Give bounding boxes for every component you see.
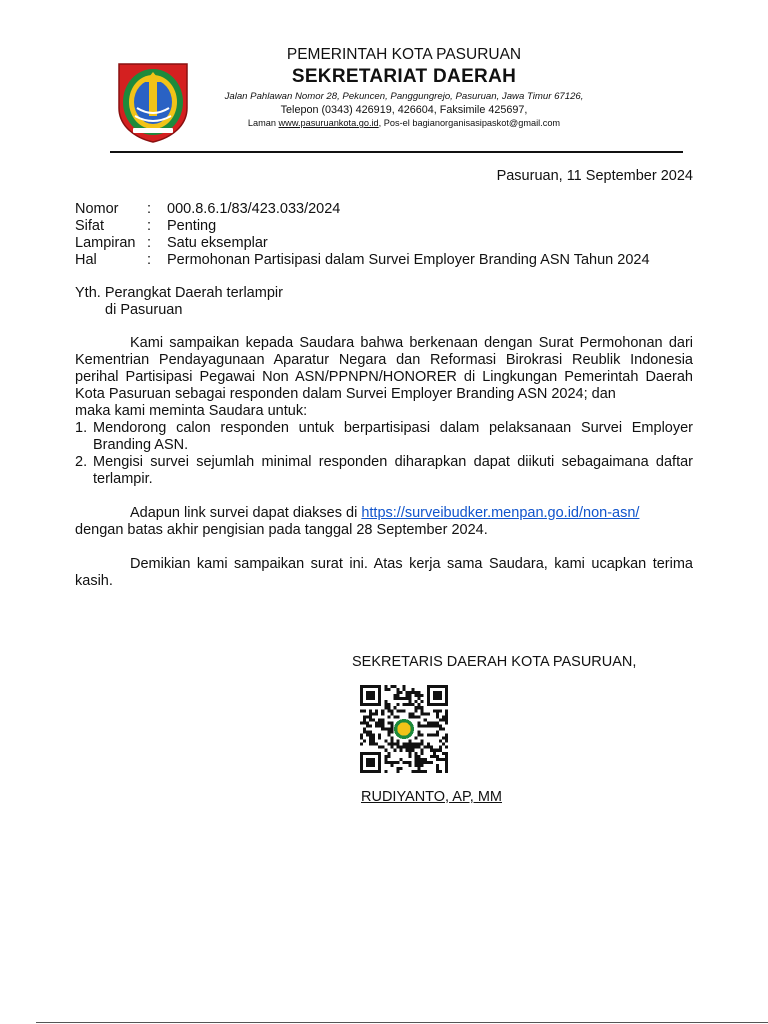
meta-label: Sifat: [75, 218, 105, 234]
web-prefix: Laman: [247, 118, 279, 128]
survey-intro: Adapun link survei dapat diakses di: [130, 505, 362, 521]
list-number: 1.: [75, 420, 88, 436]
body-paragraph-2b: dengan batas akhir pengisian pada tanggal 28 September 2024.: [75, 522, 488, 538]
meta-value: 000.8.6.1/83/423.033/2024: [167, 201, 341, 217]
letterhead-web: [200, 118, 608, 128]
meta-colon: :: [147, 201, 152, 217]
body-paragraph-2: [75, 505, 693, 522]
page-bottom-line: [36, 1022, 768, 1023]
meta-value: Penting: [167, 218, 217, 234]
city-emblem-logo: [115, 60, 191, 144]
recipient-location: di Pasuruan: [105, 302, 183, 318]
list-item: [75, 420, 693, 454]
meta-row-nomor: [75, 201, 650, 218]
body-paragraph-3: Demikian kami sampaikan surat ini. Atas kerja sama Saudara, kami ucapkan terima kasih.: [75, 556, 693, 589]
request-list: [75, 420, 693, 488]
letter-metadata: [75, 201, 650, 269]
letter-body: [75, 335, 693, 590]
list-number: 2.: [75, 454, 88, 470]
letterhead-divider: [110, 151, 683, 153]
letterhead-office: SEKRETARIAT DAERAH: [291, 66, 517, 87]
meta-label: Nomor: [75, 201, 119, 217]
letterhead-phone: Telepon (0343) 426919, 426604, Faksimile 425697,: [280, 104, 528, 116]
meta-row-lampiran: [75, 235, 650, 252]
survey-link[interactable]: https://surveibudker.menpan.go.id/non-asn/: [361, 505, 640, 521]
meta-value: Permohonan Partisipasi dalam Survei Employer Branding ASN Tahun 2024: [167, 252, 650, 268]
email-text: , Pos-el bagianorganisasipaskot@gmail.com: [378, 118, 561, 128]
meta-label: Hal: [75, 252, 97, 268]
meta-colon: :: [147, 252, 152, 268]
body-paragraph-1: Kami sampaikan kepada Saudara bahwa berkenaan dengan Surat Permohonan dari Kementrian Pendayagunaan Aparatur Negara dan Reformasi Birokrasi Reublik Indonesia perihal Partisipasi Pegawai Non ASN/PPNPN/HONORER di Lingkungan Pemerintah Daerah Kota Pasuruan sebagai responden dalam Survei Employer Branding ASN 2024; dan: [75, 335, 693, 402]
website-link[interactable]: www.pasuruankota.go.id: [278, 118, 379, 128]
list-item: [75, 454, 693, 488]
meta-colon: :: [147, 235, 152, 251]
signatory-name: RUDIYANTO, AP, MM: [361, 789, 502, 805]
recipient-block: [75, 285, 283, 319]
body-paragraph-1b: maka kami meminta Saudara untuk:: [75, 403, 308, 419]
letter-date: Pasuruan, 11 September 2024: [496, 168, 693, 184]
meta-row-sifat: [75, 218, 650, 235]
meta-colon: :: [147, 218, 152, 234]
signatory-title: SEKRETARIS DAERAH KOTA PASURUAN,: [352, 654, 637, 670]
list-text: Mendorong calon responden untuk berpartisipasi dalam pelaksanaan Survei Employer Branding ASN.: [93, 420, 693, 453]
meta-label: Lampiran: [75, 235, 136, 251]
letterhead-address: Jalan Pahlawan Nomor 28, Pekuncen, Panggungrejo, Pasuruan, Jawa Timur 67126,: [224, 91, 584, 102]
letterhead-government: PEMERINTAH KOTA PASURUAN: [286, 46, 522, 63]
qr-code-signature: [360, 685, 448, 773]
meta-value: Satu eksemplar: [167, 235, 268, 251]
recipient-line: Yth. Perangkat Daerah terlampir: [75, 285, 283, 301]
list-text: Mengisi survei sejumlah minimal responden diharapkan dapat diikuti sebagaimana daftar terlampir.: [93, 454, 693, 487]
meta-row-hal: [75, 252, 650, 269]
